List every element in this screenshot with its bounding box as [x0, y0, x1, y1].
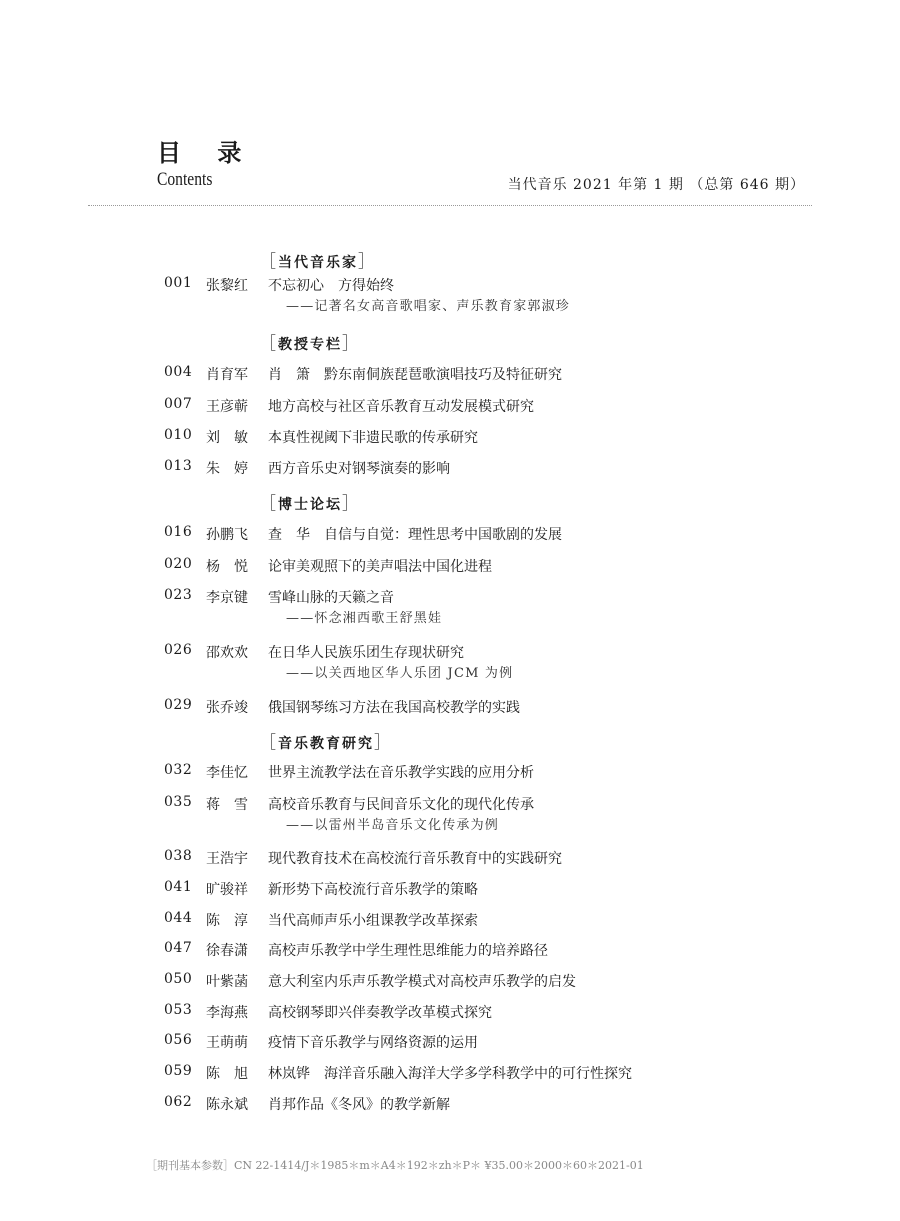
- title-en: Contents: [157, 169, 213, 190]
- article-title: 新形势下高校流行音乐教学的策略: [268, 882, 478, 898]
- page-number: 029: [164, 697, 193, 713]
- bracket-left: ［: [259, 334, 278, 354]
- author-name: 邵欢欢: [206, 645, 248, 661]
- article-title: 现代教育技术在高校流行音乐教育中的实践研究: [268, 851, 562, 867]
- page-number: 013: [164, 458, 193, 474]
- page-number: 035: [164, 794, 193, 810]
- author-name: 陈 旭: [206, 1066, 248, 1082]
- bracket-right: ］: [374, 733, 393, 753]
- bracket-left: ［: [259, 494, 278, 514]
- section-name: 音乐教育研究: [278, 736, 374, 752]
- article-title: 肖邦作品《冬风》的教学新解: [268, 1097, 450, 1113]
- article-title: 俄国钢琴练习方法在我国高校教学的实践: [268, 700, 520, 716]
- article-title: 不忘初心 方得始终: [268, 278, 394, 294]
- page-number: 038: [164, 848, 193, 864]
- section-name: 教授专栏: [278, 337, 342, 353]
- page-number: 047: [164, 940, 193, 956]
- author-name: 叶紫菡: [206, 974, 248, 990]
- page-number: 007: [164, 396, 193, 412]
- author-name: 陈永斌: [206, 1097, 248, 1113]
- page-number: 026: [164, 642, 193, 658]
- author-name: 刘 敏: [206, 430, 248, 446]
- article-subtitle: ——以雷州半岛音乐文化传承为例: [286, 818, 500, 833]
- article-title: 世界主流教学法在音乐教学实践的应用分析: [268, 765, 534, 781]
- article-title: 意大利室内乐声乐教学模式对高校声乐教学的启发: [268, 974, 576, 990]
- page-number: 023: [164, 587, 193, 603]
- article-title: 当代高师声乐小组课教学改革探索: [268, 913, 478, 929]
- article-subtitle: ——以关西地区华人乐团 JCM 为例: [286, 666, 514, 681]
- author-name: 王彦蕲: [206, 399, 248, 415]
- author-name: 孙鹏飞: [206, 527, 248, 543]
- article-subtitle: ——怀念湘西歌王舒黑娃: [286, 611, 443, 626]
- page-number: 004: [164, 364, 193, 380]
- author-name: 陈 淳: [206, 913, 248, 929]
- section-heading: [259, 247, 377, 272]
- title-cn: 目 录: [157, 139, 256, 167]
- article-title: 林岚铧 海洋音乐融入海洋大学多学科教学中的可行性探究: [268, 1066, 632, 1082]
- author-name: 肖育军: [206, 367, 248, 383]
- section-heading: [259, 728, 393, 753]
- section-heading: [259, 489, 361, 514]
- article-title: 疫情下音乐教学与网络资源的运用: [268, 1035, 478, 1051]
- article-title: 肖 箫 黔东南侗族琵琶歌演唱技巧及特征研究: [268, 367, 562, 383]
- page-number: 020: [164, 556, 193, 572]
- author-name: 王浩宇: [206, 851, 248, 867]
- author-name: 李佳忆: [206, 765, 248, 781]
- author-name: 旷骏祥: [206, 882, 248, 898]
- author-name: 徐春潇: [206, 943, 248, 959]
- page-number: 062: [164, 1094, 193, 1110]
- author-name: 蒋 雪: [206, 797, 248, 813]
- page-number: 044: [164, 910, 193, 926]
- page-number: 059: [164, 1063, 193, 1079]
- bracket-left: ［: [259, 252, 278, 272]
- article-title: 论审美观照下的美声唱法中国化进程: [268, 559, 492, 575]
- section-name: 博士论坛: [278, 497, 342, 513]
- page-number: 041: [164, 879, 193, 895]
- author-name: 朱 婷: [206, 461, 248, 477]
- page-number: 053: [164, 1002, 193, 1018]
- page-number: 016: [164, 524, 193, 540]
- author-name: 杨 悦: [206, 559, 248, 575]
- bracket-left: ［: [259, 733, 278, 753]
- article-title: 地方高校与社区音乐教育互动发展模式研究: [268, 399, 534, 415]
- author-name: 张黎红: [206, 278, 248, 294]
- page-number: 050: [164, 971, 193, 987]
- page-number: 010: [164, 427, 193, 443]
- author-name: 李京键: [206, 590, 248, 606]
- issue-info: 当代音乐 2021 年第 1 期 （总第 646 期）: [507, 177, 805, 193]
- author-name: 张乔竣: [206, 700, 248, 716]
- article-subtitle: ——记著名女高音歌唱家、声乐教育家郭淑珍: [286, 299, 571, 314]
- article-title: 在日华人民族乐团生存现状研究: [268, 645, 464, 661]
- footer-params: ［期刊基本参数］CN 22-1414/J＊1985＊m＊A4＊192＊zh＊P＊ ¥35.00＊2000＊60＊2021-01: [146, 1159, 644, 1172]
- bracket-right: ］: [342, 494, 361, 514]
- section-name: 当代音乐家: [278, 255, 358, 271]
- author-name: 王萌萌: [206, 1035, 248, 1051]
- page-number: 032: [164, 762, 193, 778]
- author-name: 李海燕: [206, 1005, 248, 1021]
- article-title: 查 华 自信与自觉：理性思考中国歌剧的发展: [268, 527, 562, 543]
- page-number: 056: [164, 1032, 193, 1048]
- article-title: 本真性视阈下非遗民歌的传承研究: [268, 430, 478, 446]
- article-title: 高校音乐教育与民间音乐文化的现代化传承: [268, 797, 534, 813]
- section-heading: [259, 329, 361, 354]
- article-title: 西方音乐史对钢琴演奏的影响: [268, 461, 450, 477]
- article-title: 高校钢琴即兴伴奏教学改革模式探究: [268, 1005, 492, 1021]
- bracket-right: ］: [342, 334, 361, 354]
- page-number: 001: [164, 275, 193, 291]
- bracket-right: ］: [358, 252, 377, 272]
- article-title: 高校声乐教学中学生理性思维能力的培养路径: [268, 943, 548, 959]
- article-title: 雪峰山脉的天籁之音: [268, 590, 394, 606]
